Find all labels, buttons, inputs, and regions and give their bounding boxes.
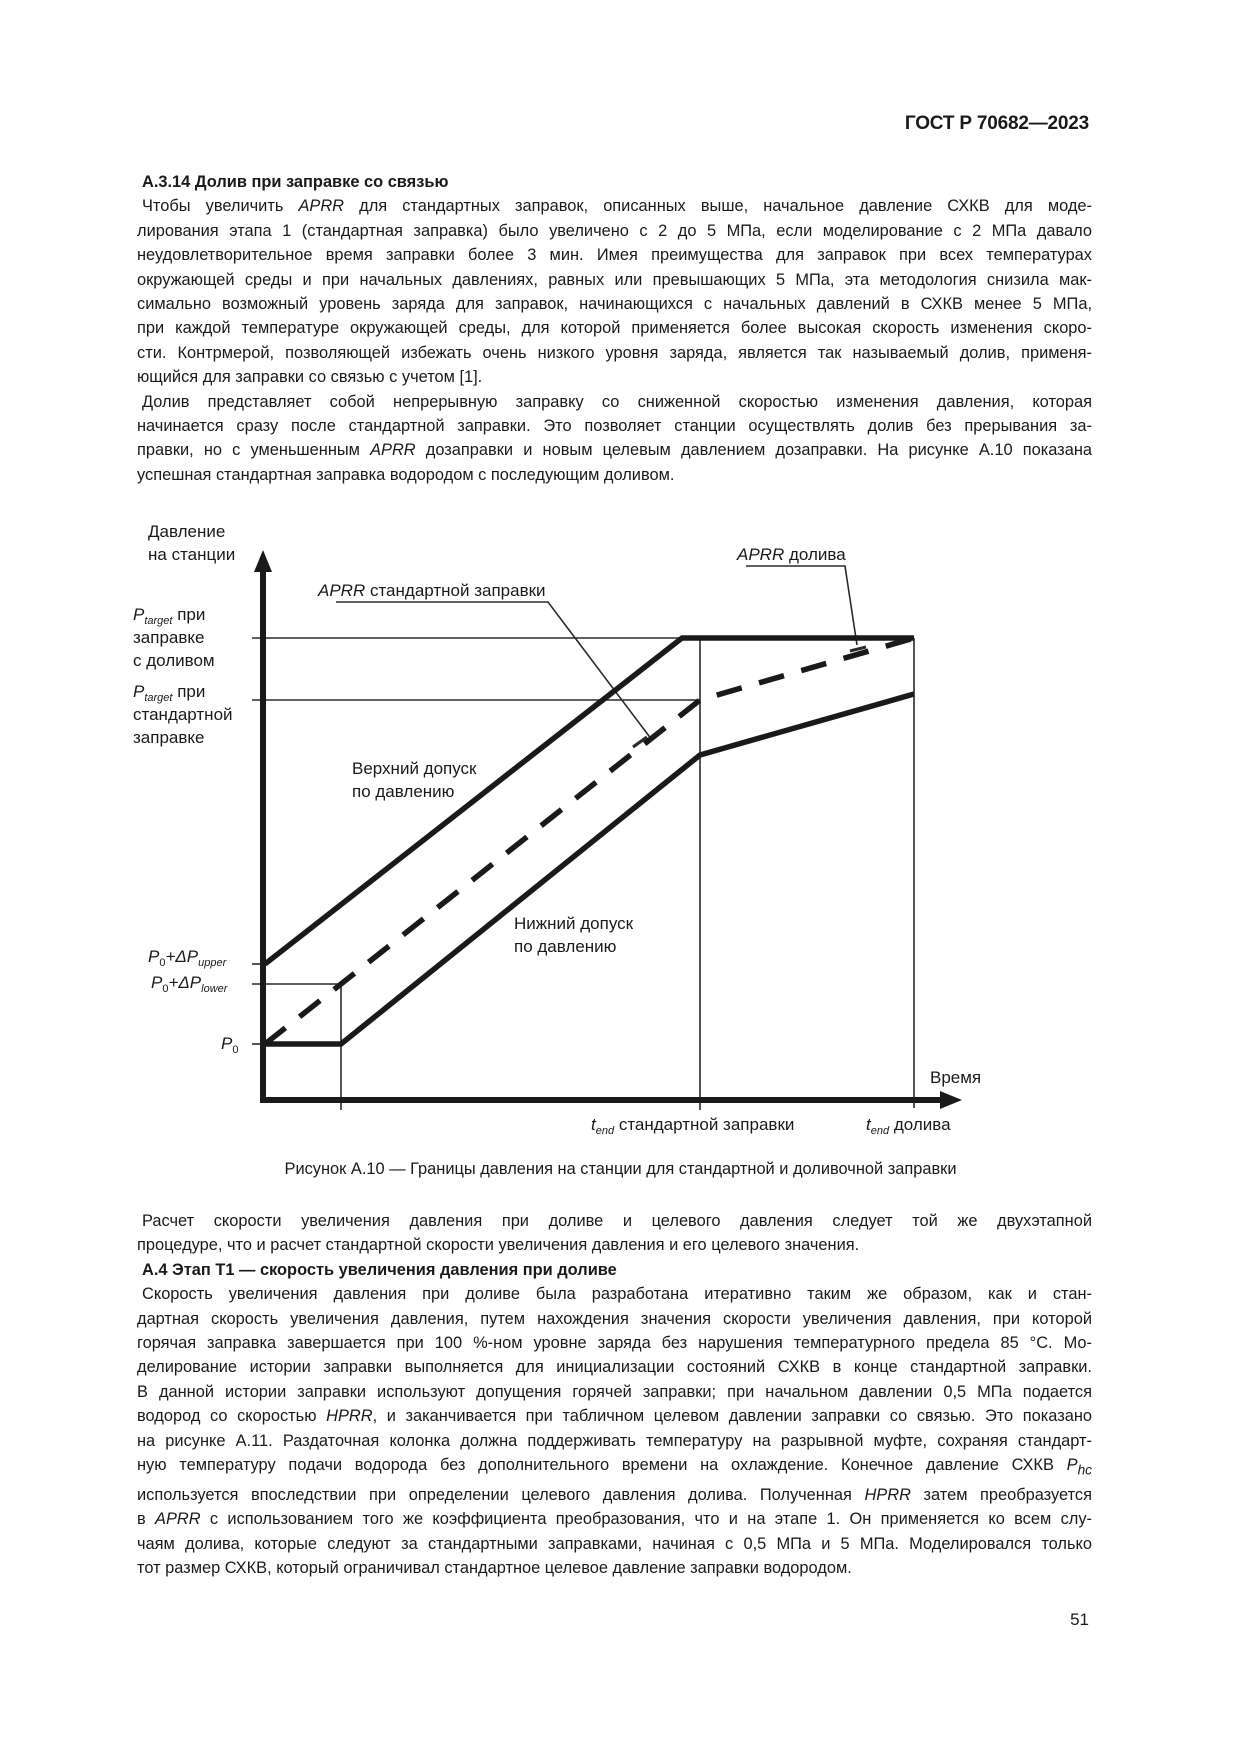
paragraph-after-figure — [137, 1209, 1092, 1258]
aprr-std-label: APRR стандартной заправки — [318, 581, 546, 600]
y-axis-label-line2: на станции — [148, 545, 236, 564]
section-a4 — [137, 1209, 1092, 1580]
text-line: тот размер СХКВ, который ограничивал стандартное целевое давление заправки водородом. — [137, 1558, 852, 1577]
section-a314 — [137, 170, 1092, 487]
upper-tolerance-line — [265, 638, 914, 964]
text-line: начинается сразу после стандартной заправки. Это позволяет станции осуществлять долив без прерывания за- — [137, 417, 1092, 436]
text-line: правки, но с уменьшенным APRR дозаправки и новым целевым давлением дозаправки. На рисунке А.10 показана — [137, 441, 1092, 460]
lower-tolerance-label: Нижний допуск — [514, 914, 634, 933]
x-axis-label: Время — [930, 1068, 982, 1087]
text-line: успешная стандартная заправка водородом с последующим доливом. — [137, 465, 675, 484]
text-line: окружающей среды и при начальных давлениях, равных или превышающих 5 МПа, эта методология снизила мак- — [137, 270, 1092, 289]
text-line: дартная скорость увеличения давления, путем нахождения значения скорости увеличения давления, при которой — [137, 1309, 1092, 1328]
document-code: ГОСТ Р 70682—2023 — [904, 113, 1089, 134]
paragraph-1 — [137, 194, 1092, 389]
text-line: делирование истории заправки выполняется для инициализации состояний СХКВ в конце стандартной заправки. — [137, 1358, 1092, 1377]
figure-caption: Рисунок А.10 — Границы давления на станции для стандартной и доливочной заправки — [284, 1160, 957, 1178]
lower-tolerance-label-line2: по давлению — [514, 937, 617, 956]
paragraph-2 — [137, 390, 1092, 488]
aprr-nominal-dashed-line — [265, 638, 914, 1044]
text-line: водород со скоростью HPRR, и заканчивается при табличном целевом давлении заправки со связью. Это показано — [137, 1407, 1093, 1426]
section-heading: А.3.14 Долив при заправке со связью — [142, 173, 449, 191]
tend-std-label: $t_{end}$ стандартной заправки — [591, 1115, 795, 1137]
text-line: процедуре, что и расчет стандартной скорости увеличения давления и его целевого значения. — [137, 1236, 860, 1255]
aprr-refill-label: APRR долива — [737, 545, 846, 564]
text-line: Чтобы увеличить APRR для стандартных заправок, описанных выше, начальное давление СХКВ для моде- — [142, 197, 1092, 216]
text-line: Долив представляет собой непрерывную заправку со сниженной скоростью изменения давления, которая — [142, 392, 1092, 411]
text-line: лирования этапа 1 (стандартная заправка) было увеличено с 2 до 5 МПа, если моделирование с 2 МПа давало — [137, 221, 1092, 240]
x-axis-arrow-icon — [940, 1091, 962, 1109]
tend-refill-label: $t_{end}$ долива — [866, 1115, 951, 1137]
ptarget-refill-label-line3: с доливом — [133, 651, 215, 670]
ptarget-refill-label: $P_{target}$ при — [133, 605, 206, 627]
text-line: при каждой температуре окружающей среды, для которой применяется более высокая скорость изменения скоро- — [137, 319, 1092, 338]
text-line: используется впоследствии при определении целевого давления долива. Полученная HPRR затем преобразуется — [137, 1485, 1092, 1504]
paragraph-a4 — [137, 1282, 1092, 1580]
upper-tolerance-label: Верхний допуск — [352, 759, 477, 778]
ptarget-std-label: $P_{target}$ при — [133, 682, 206, 704]
text-line: симально возможный уровень заряда для заправок, начинающихся с начальных давлений в СХКВ менее 5 МПа, — [137, 295, 1092, 314]
text-line: В данной истории заправки используют допущения горячей заправки; при начальном давлении 0,5 МПа подается — [137, 1382, 1092, 1401]
aprr-refill-leader-line — [746, 566, 857, 645]
text-line: неудовлетворительное время заправки более 3 мин. Имея преимущества для заправок при всех температурах — [137, 246, 1092, 265]
text-line: чаям долива, которые следуют за стандартными заправками, начиная с 0,5 МПа и 5 МПа. Моделировался только — [137, 1534, 1092, 1553]
text-line: ную температуру подачи водорода без дополнительного времени на охлаждение. Конечное давление СХКВ $P_{hc}$ — [137, 1456, 1092, 1478]
y-axis-label: Давление — [148, 522, 226, 541]
ptarget-refill-label-line2: заправке — [133, 628, 205, 647]
ptarget-std-label-line3: заправке — [133, 728, 205, 747]
p0-label: $P_0$ — [221, 1034, 239, 1056]
text-line: на рисунке А.11. Раздаточная колонка должна поддерживать температуру на разрывной муфте, сохраняя стандарт- — [137, 1431, 1092, 1450]
section-heading: А.4 Этап Т1 — скорость увеличения давления при доливе — [142, 1260, 617, 1279]
p0-upper-label: $P_0+\Delta P_{upper}$ — [148, 947, 227, 969]
page-number: 51 — [1070, 1610, 1089, 1629]
text-line: горячая заправка завершается при 100 %-ном уровне заряда без нарушения температурного предела 85 °С. Мо- — [137, 1334, 1092, 1353]
text-line: Скорость увеличения давления при доливе была разработана итеративно таким же образом, как и стан- — [142, 1285, 1092, 1304]
lower-tolerance-line — [265, 694, 914, 1044]
aprr-std-leader-line — [336, 602, 652, 740]
p0-lower-label: $P_0+\Delta P_{lower}$ — [151, 973, 228, 995]
text-line: ющийся для заправки со связью с учетом [1]. — [137, 368, 483, 387]
y-axis-arrow-icon — [254, 550, 272, 572]
text-line: Расчет скорости увеличения давления при доливе и целевого давления следует той же двухэтапной — [142, 1212, 1092, 1230]
ptarget-std-label-line2: стандартной — [133, 705, 233, 724]
text-line: сти. Контрмерой, позволяющей избежать очень низкого уровня заряда, является так называемый долив, применя- — [137, 343, 1092, 362]
upper-tolerance-label-line2: по давлению — [352, 782, 455, 801]
text-line: в APRR с использованием того же коэффициента преобразования, что и на этапе 1. Он применяется ко всем слу- — [137, 1510, 1092, 1529]
